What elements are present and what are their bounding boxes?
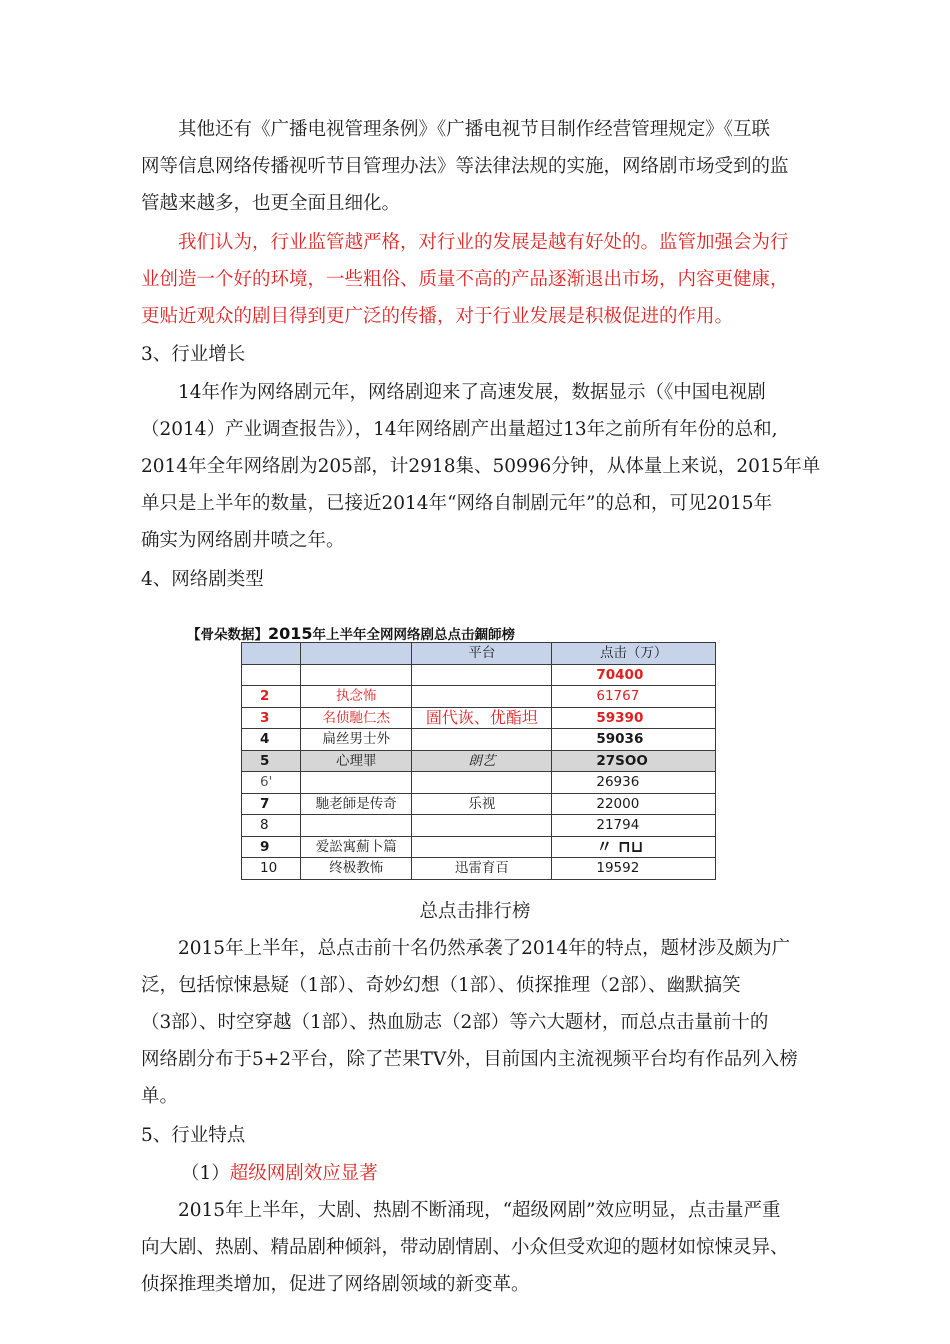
clicks-cell: 70400 — [552, 664, 716, 686]
name-cell: 心理罪 — [301, 750, 412, 772]
name-cell: 爱訟寓薊卜篇 — [301, 836, 412, 858]
rank-cell: 5 — [242, 750, 301, 772]
table-title-year: 2015 — [268, 624, 313, 643]
section-heading-features: 5、行业特点 — [141, 1125, 246, 1146]
table-row — [242, 772, 716, 794]
text-line: 向大剧、热剧、精品剧种倾斜，带动剧情剧、小众但受欢迎的题材如惊悚灵异、 — [141, 1237, 789, 1258]
name-cell: 馳老師是传奇 — [301, 793, 412, 815]
name-cell: 终极教怖 — [301, 858, 412, 880]
platform-cell — [412, 664, 552, 686]
clicks-cell: 22000 — [552, 793, 716, 815]
text-line: 2015年上半年，总点击前十名仍然承袭了2014年的特点，题材涉及颇为广 — [178, 938, 791, 959]
table-row — [242, 686, 716, 708]
text-line: 14年作为网络剧元年，网络剧迎来了高速发展，数据显示（《中国电视剧 — [178, 382, 766, 403]
platform-cell — [412, 772, 552, 794]
table-row — [242, 750, 716, 772]
text-line: 网等信息网络传播视听节目管理办法》等法律法规的实施，网络剧市场受到的监 — [141, 156, 789, 177]
text-line: 业创造一个好的环境，一些粗俗、质量不高的产品逐渐退出市场，内容更健康， — [141, 269, 789, 290]
platform-cell — [412, 686, 552, 708]
text-line: 更贴近观众的剧目得到更广泛的传播，对于行业发展是积极促进的作用。 — [141, 306, 734, 327]
header-cell — [242, 643, 301, 665]
name-cell — [301, 815, 412, 837]
header-cell: 平台 — [412, 643, 552, 665]
text-line: 我们认为，行业监管越严格，对行业的发展是越有好处的。监管加强会为行 — [178, 232, 789, 253]
table-row — [242, 815, 716, 837]
table-row — [242, 664, 716, 686]
rank-cell: 6' — [242, 772, 301, 794]
text-line: 泛，包括惊悚悬疑（1部）、奇妙幻想（1部）、侦探推理（2部）、幽默搞笑 — [141, 975, 741, 996]
table-title-prefix: 【骨朵数据】 — [187, 627, 268, 643]
name-cell: 扁丝男士外 — [301, 729, 412, 751]
text-line: 确实为网络剧井喷之年。 — [141, 530, 345, 551]
rank-cell — [242, 664, 301, 686]
section-heading-types: 4、网络剧类型 — [141, 569, 264, 590]
platform-cell — [412, 836, 552, 858]
paragraph-growth — [141, 374, 821, 559]
header-cell: 点击（万） — [552, 643, 716, 665]
text-line: 单只是上半年的数量，已接近2014年“网络自制剧元年”的总和，可见2015年 — [141, 493, 773, 514]
text-line: 其他还有《广播电视管理条例》《广播电视节目制作经营管理规定》《互联 — [178, 119, 771, 140]
paragraph-regulations — [141, 111, 817, 222]
rank-cell: 10 — [242, 858, 301, 880]
clicks-cell: 59036 — [552, 729, 716, 751]
table-caption: 总点击排行榜 — [419, 901, 531, 922]
rank-cell: 3 — [242, 707, 301, 729]
platform-cell: 迅雷育百 — [412, 858, 552, 880]
name-cell: 执念怖 — [301, 686, 412, 708]
table-row — [242, 793, 716, 815]
text-line: 2015年上半年，大剧、热剧不断涌现，“超级网剧”效应明显，点击量严重 — [178, 1200, 781, 1221]
table-row — [242, 836, 716, 858]
clicks-cell: 27SOO — [552, 750, 716, 772]
clicks-cell: 19592 — [552, 858, 716, 880]
text-line: 2014年全年网络剧为205部，计2918集、50996分钟，从体量上来说，2015年单 — [141, 456, 821, 477]
header-cell — [301, 643, 412, 665]
name-cell — [301, 664, 412, 686]
platform-cell: 朗艺 — [412, 750, 552, 772]
rank-cell: 8 — [242, 815, 301, 837]
subheading-super-drama — [181, 1155, 378, 1192]
text-line: （3部）、时空穿越（1部）、热血励志（2部）等六大题材，而总点击量前十的 — [141, 1012, 769, 1033]
subheading-text: 超级网剧效应显著 — [229, 1163, 378, 1184]
paragraph-opinion — [141, 224, 817, 335]
paragraph-super-drama — [141, 1192, 817, 1303]
subheading-number: （1） — [181, 1163, 230, 1184]
table-row — [242, 729, 716, 751]
text-line: 网络剧分布于5+2平台，除了芒果TV外，目前国内主流视频平台均有作品列入榜 — [141, 1049, 798, 1070]
table-row — [242, 707, 716, 729]
name-cell: 名侦馳仁杰 — [301, 707, 412, 729]
platform-cell — [412, 815, 552, 837]
text-line: 单。 — [141, 1086, 179, 1107]
table-header-row — [242, 643, 716, 665]
name-cell — [301, 772, 412, 794]
text-line: 侦探推理类增加，促进了网络剧领域的新变革。 — [141, 1274, 530, 1295]
table-row — [242, 858, 716, 880]
section-heading-growth: 3、行业增长 — [141, 344, 246, 365]
rank-cell: 9 — [242, 836, 301, 858]
rank-cell: 7 — [242, 793, 301, 815]
text-line: 管越来越多，也更全面且细化。 — [141, 193, 401, 214]
clicks-cell: 26936 — [552, 772, 716, 794]
platform-cell: 圄代诙、优酯坦 — [412, 707, 552, 729]
rank-cell: 2 — [242, 686, 301, 708]
table-title — [187, 623, 515, 643]
rank-cell: 4 — [242, 729, 301, 751]
paragraph-analysis — [141, 930, 817, 1115]
clicks-cell: 〃 ⊓⊔ — [552, 836, 716, 858]
clicks-cell: 21794 — [552, 815, 716, 837]
clicks-cell: 59390 — [552, 707, 716, 729]
table-title-rest: 年上半年全网网络剧总点击錮師榜 — [312, 627, 516, 643]
platform-cell — [412, 729, 552, 751]
platform-cell: 乐视 — [412, 793, 552, 815]
text-line: （2014）产业调查报告》），14年网络剧产出量超过13年之前所有年份的总和, — [141, 419, 778, 440]
ranking-table — [241, 642, 716, 880]
clicks-cell: 61767 — [552, 686, 716, 708]
